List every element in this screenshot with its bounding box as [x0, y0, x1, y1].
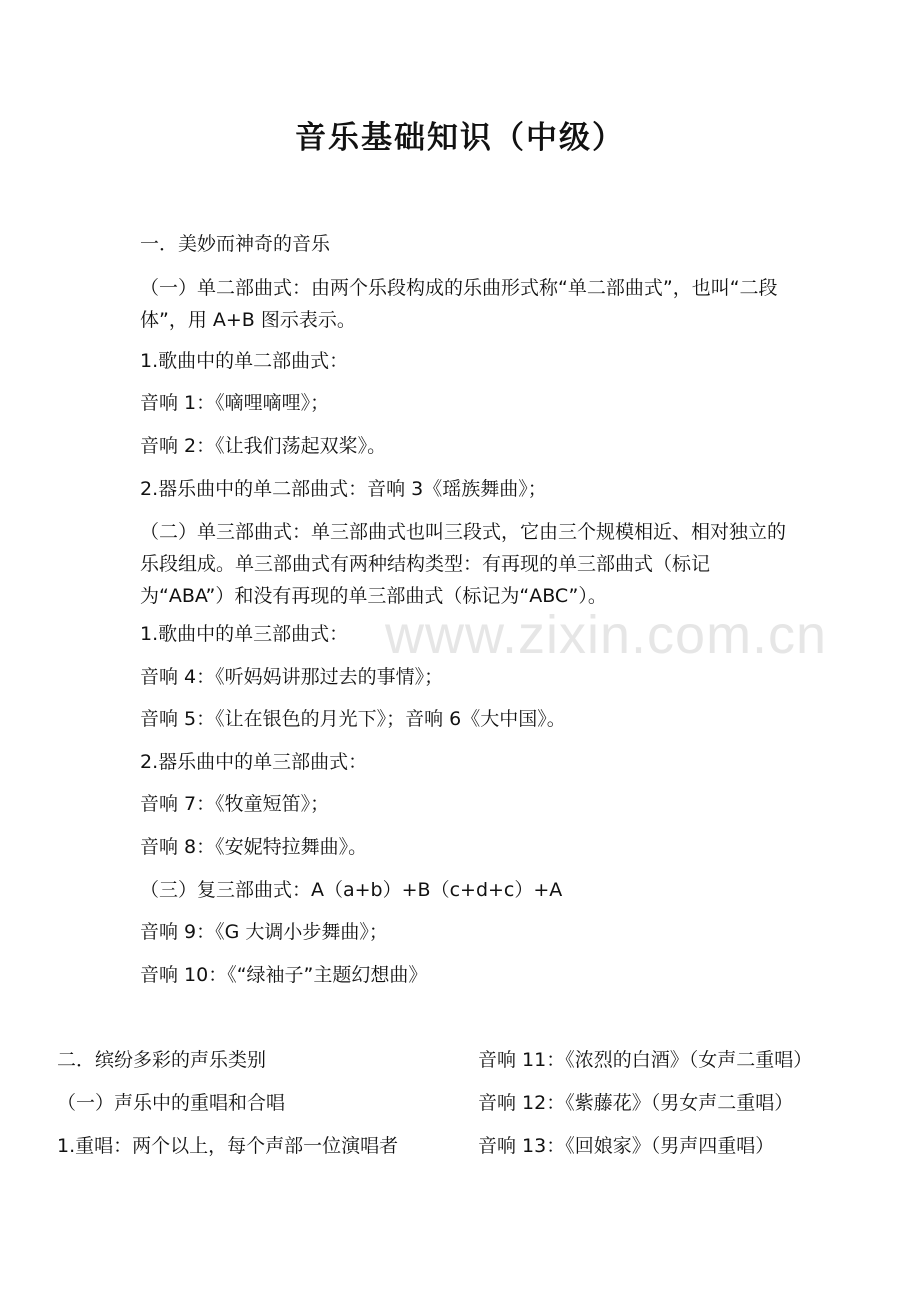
audio-2: 音响 2：《让我们荡起双桨》。 — [140, 435, 387, 457]
audio-9: 音响 9：《G 大调小步舞曲》； — [140, 921, 388, 943]
ternary-form-definition: （二）单三部曲式：单三部曲式也叫三段式，它由三个规模相近、相对独立的乐段组成。单三部曲式有两种结构类型：有再现的单三部曲式（标记为“ABA”）和没有再现的单三部曲式（标记为“ABC”）。 — [140, 521, 787, 607]
ternary-song-heading: 1.歌曲中的单三部曲式： — [140, 623, 349, 645]
ternary-instrumental-heading: 2.器乐曲中的单三部曲式： — [140, 751, 368, 773]
page-title: 音乐基础知识（中级） — [295, 120, 625, 156]
audio-8: 音响 8：《安妮特拉舞曲》。 — [140, 836, 368, 858]
binary-instrumental: 2.器乐曲中的单二部曲式：音响 3《瑶族舞曲》； — [140, 478, 547, 500]
audio-7: 音响 7：《牧童短笛》； — [140, 793, 330, 815]
section2-item1: 1.重唱：两个以上，每个声部一位演唱者 — [57, 1135, 399, 1157]
section1-heading: 一．美妙而神奇的音乐 — [140, 233, 331, 255]
audio-1: 音响 1：《嘀哩嘀哩》； — [140, 392, 330, 414]
binary-form-definition: （一）单二部曲式：由两个乐段构成的乐曲形式称“单二部曲式”，也叫“二段体”，用 A+B 图示表示。 — [140, 277, 778, 331]
compound-ternary-definition: （三）复三部曲式：A（a+b）+B（c+d+c）+A — [140, 879, 563, 901]
audio-13: 音响 13：《回娘家》（男声四重唱） — [478, 1135, 775, 1157]
section2-sub1: （一）声乐中的重唱和合唱 — [57, 1092, 286, 1114]
watermark: www.zixin.com.cn — [385, 605, 828, 665]
binary-song-heading: 1.歌曲中的单二部曲式： — [140, 350, 349, 372]
audio-4: 音响 4：《听妈妈讲那过去的事情》； — [140, 666, 444, 688]
section2-heading: 二．缤纷多彩的声乐类别 — [57, 1049, 267, 1071]
audio-10: 音响 10：《“绿袖子”主题幻想曲》 — [140, 964, 428, 986]
audio-11: 音响 11：《浓烈的白酒》（女声二重唱） — [478, 1049, 813, 1071]
audio-12: 音响 12：《紫藤花》（男女声二重唱） — [478, 1092, 794, 1114]
audio-5-6: 音响 5：《让在银色的月光下》；音响 6《大中国》。 — [140, 708, 566, 730]
